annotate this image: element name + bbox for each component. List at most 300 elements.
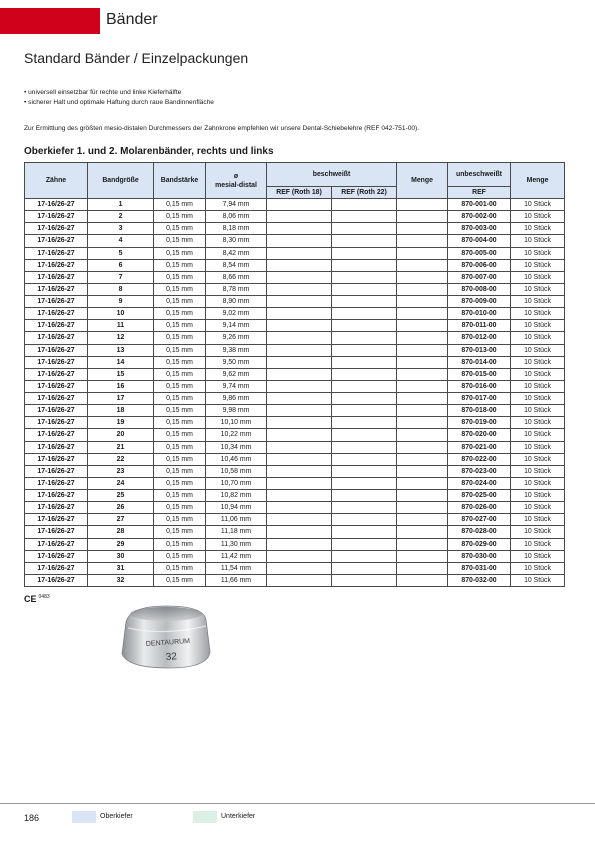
cell-teeth: 17-16/26-27 bbox=[25, 320, 88, 332]
cell-quantity: 10 Stück bbox=[511, 320, 565, 332]
cell-diameter: 9,98 mm bbox=[206, 405, 267, 417]
cell-ref-roth18 bbox=[267, 429, 332, 441]
table-row bbox=[25, 429, 565, 441]
cell-band-size: 16 bbox=[88, 380, 154, 392]
cell-ref: 870-006-00 bbox=[448, 259, 511, 271]
cell-diameter: 9,74 mm bbox=[206, 380, 267, 392]
cell-quantity-welded bbox=[397, 502, 448, 514]
cell-quantity: 10 Stück bbox=[511, 380, 565, 392]
cell-teeth: 17-16/26-27 bbox=[25, 453, 88, 465]
cell-diameter: 8,30 mm bbox=[206, 235, 267, 247]
cell-ref: 870-014-00 bbox=[448, 356, 511, 368]
cell-teeth: 17-16/26-27 bbox=[25, 393, 88, 405]
cell-diameter: 9,02 mm bbox=[206, 308, 267, 320]
cell-diameter: 10,10 mm bbox=[206, 417, 267, 429]
cell-band-size: 13 bbox=[88, 344, 154, 356]
ce-mark bbox=[24, 594, 50, 604]
table-row bbox=[25, 574, 565, 586]
cell-teeth: 17-16/26-27 bbox=[25, 562, 88, 574]
cell-quantity: 10 Stück bbox=[511, 405, 565, 417]
cell-band-size: 21 bbox=[88, 441, 154, 453]
header-welded: beschweißt bbox=[267, 163, 397, 187]
cell-ref-roth18 bbox=[267, 393, 332, 405]
table-row bbox=[25, 259, 565, 271]
cell-ref-roth22 bbox=[332, 223, 397, 235]
chapter-color-bar bbox=[0, 8, 100, 34]
cell-ref-roth18 bbox=[267, 211, 332, 223]
cell-band-size: 7 bbox=[88, 271, 154, 283]
cell-ref-roth22 bbox=[332, 332, 397, 344]
cell-ref: 870-021-00 bbox=[448, 441, 511, 453]
cell-ref-roth18 bbox=[267, 417, 332, 429]
cell-teeth: 17-16/26-27 bbox=[25, 199, 88, 211]
cell-ref-roth18 bbox=[267, 283, 332, 295]
cell-ref-roth18 bbox=[267, 526, 332, 538]
cell-diameter: 7,94 mm bbox=[206, 199, 267, 211]
cell-ref: 870-010-00 bbox=[448, 308, 511, 320]
cell-quantity: 10 Stück bbox=[511, 502, 565, 514]
cell-ref-roth18 bbox=[267, 356, 332, 368]
cell-ref-roth18 bbox=[267, 574, 332, 586]
cell-ref: 870-028-00 bbox=[448, 526, 511, 538]
cell-ref: 870-002-00 bbox=[448, 211, 511, 223]
cell-quantity-welded bbox=[397, 320, 448, 332]
table-row bbox=[25, 344, 565, 356]
cell-quantity: 10 Stück bbox=[511, 259, 565, 271]
table-row bbox=[25, 283, 565, 295]
cell-ref: 870-012-00 bbox=[448, 332, 511, 344]
table-body bbox=[25, 199, 565, 587]
cell-ref-roth22 bbox=[332, 417, 397, 429]
cell-quantity-welded bbox=[397, 477, 448, 489]
cell-ref: 870-009-00 bbox=[448, 296, 511, 308]
table-row bbox=[25, 405, 565, 417]
cell-band-size: 32 bbox=[88, 574, 154, 586]
cell-band-size: 8 bbox=[88, 283, 154, 295]
cell-quantity-welded bbox=[397, 441, 448, 453]
header-band-thickness: Bandstärke bbox=[154, 163, 206, 199]
cell-diameter: 10,34 mm bbox=[206, 441, 267, 453]
cell-ref: 870-013-00 bbox=[448, 344, 511, 356]
cell-ref-roth22 bbox=[332, 199, 397, 211]
cell-ref-roth18 bbox=[267, 502, 332, 514]
cell-band-thickness: 0,15 mm bbox=[154, 296, 206, 308]
cell-teeth: 17-16/26-27 bbox=[25, 441, 88, 453]
cell-diameter: 8,42 mm bbox=[206, 247, 267, 259]
ce-symbol: CE bbox=[24, 594, 37, 604]
header-unwelded: unbeschweißt bbox=[448, 163, 511, 187]
cell-band-thickness: 0,15 mm bbox=[154, 283, 206, 295]
cell-ref-roth22 bbox=[332, 441, 397, 453]
cell-band-size: 29 bbox=[88, 538, 154, 550]
legend-swatch-upper-jaw bbox=[72, 811, 96, 823]
cell-quantity: 10 Stück bbox=[511, 271, 565, 283]
table-row bbox=[25, 526, 565, 538]
cell-ref-roth22 bbox=[332, 477, 397, 489]
cell-band-size: 2 bbox=[88, 211, 154, 223]
cell-diameter: 8,06 mm bbox=[206, 211, 267, 223]
cell-ref-roth18 bbox=[267, 344, 332, 356]
cell-ref-roth22 bbox=[332, 502, 397, 514]
cell-band-thickness: 0,15 mm bbox=[154, 429, 206, 441]
cell-ref: 870-017-00 bbox=[448, 393, 511, 405]
cell-teeth: 17-16/26-27 bbox=[25, 283, 88, 295]
cell-ref-roth22 bbox=[332, 235, 397, 247]
chapter-title: Bänder bbox=[106, 11, 158, 28]
cell-ref-roth22 bbox=[332, 344, 397, 356]
cell-teeth: 17-16/26-27 bbox=[25, 235, 88, 247]
cell-band-size: 15 bbox=[88, 368, 154, 380]
cell-diameter: 10,22 mm bbox=[206, 429, 267, 441]
table-row bbox=[25, 453, 565, 465]
table-row bbox=[25, 417, 565, 429]
cell-teeth: 17-16/26-27 bbox=[25, 332, 88, 344]
cell-quantity: 10 Stück bbox=[511, 235, 565, 247]
table-row bbox=[25, 538, 565, 550]
cell-quantity: 10 Stück bbox=[511, 199, 565, 211]
table-row bbox=[25, 308, 565, 320]
cell-quantity-welded bbox=[397, 453, 448, 465]
page-title: Standard Bänder / Einzelpackungen bbox=[24, 50, 249, 66]
page-number: 186 bbox=[24, 813, 40, 823]
cell-quantity: 10 Stück bbox=[511, 332, 565, 344]
cell-quantity-welded bbox=[397, 405, 448, 417]
cell-band-size: 30 bbox=[88, 550, 154, 562]
table-row bbox=[25, 490, 565, 502]
cell-ref-roth22 bbox=[332, 465, 397, 477]
measurement-note: Zur Ermittlung des größten mesio-distalen Durchmessers der Zahnkrone empfehlen wir unsere Dental-Schiebelehre (REF 042-751-00). bbox=[24, 125, 420, 132]
cell-quantity-welded bbox=[397, 235, 448, 247]
table-row bbox=[25, 380, 565, 392]
cell-teeth: 17-16/26-27 bbox=[25, 247, 88, 259]
header-quantity-welded: Menge bbox=[397, 163, 448, 199]
cell-band-thickness: 0,15 mm bbox=[154, 417, 206, 429]
cell-diameter: 11,54 mm bbox=[206, 562, 267, 574]
cell-band-size: 28 bbox=[88, 526, 154, 538]
cell-ref-roth22 bbox=[332, 259, 397, 271]
table-title: Oberkiefer 1. und 2. Molarenbänder, rechts und links bbox=[24, 146, 274, 157]
table-row bbox=[25, 271, 565, 283]
cell-band-thickness: 0,15 mm bbox=[154, 405, 206, 417]
cell-ref: 870-018-00 bbox=[448, 405, 511, 417]
cell-band-thickness: 0,15 mm bbox=[154, 308, 206, 320]
cell-ref-roth18 bbox=[267, 477, 332, 489]
cell-diameter: 9,86 mm bbox=[206, 393, 267, 405]
cell-quantity-welded bbox=[397, 368, 448, 380]
cell-quantity: 10 Stück bbox=[511, 308, 565, 320]
cell-band-thickness: 0,15 mm bbox=[154, 550, 206, 562]
cell-quantity-welded bbox=[397, 574, 448, 586]
cell-quantity: 10 Stück bbox=[511, 368, 565, 380]
cell-quantity-welded bbox=[397, 271, 448, 283]
cell-diameter: 11,06 mm bbox=[206, 514, 267, 526]
table-row bbox=[25, 235, 565, 247]
cell-teeth: 17-16/26-27 bbox=[25, 465, 88, 477]
footer-divider bbox=[0, 803, 595, 804]
cell-diameter: 9,26 mm bbox=[206, 332, 267, 344]
product-table bbox=[24, 162, 565, 587]
cell-band-thickness: 0,15 mm bbox=[154, 320, 206, 332]
table-row bbox=[25, 393, 565, 405]
cell-band-size: 1 bbox=[88, 199, 154, 211]
cell-teeth: 17-16/26-27 bbox=[25, 296, 88, 308]
cell-band-thickness: 0,15 mm bbox=[154, 477, 206, 489]
cell-teeth: 17-16/26-27 bbox=[25, 344, 88, 356]
cell-teeth: 17-16/26-27 bbox=[25, 490, 88, 502]
cell-ref-roth22 bbox=[332, 429, 397, 441]
cell-teeth: 17-16/26-27 bbox=[25, 368, 88, 380]
cell-quantity-welded bbox=[397, 393, 448, 405]
header-diameter bbox=[206, 163, 267, 199]
cell-quantity-welded bbox=[397, 211, 448, 223]
cell-ref: 870-025-00 bbox=[448, 490, 511, 502]
cell-quantity: 10 Stück bbox=[511, 477, 565, 489]
cell-ref-roth18 bbox=[267, 514, 332, 526]
cell-band-thickness: 0,15 mm bbox=[154, 211, 206, 223]
cell-band-thickness: 0,15 mm bbox=[154, 502, 206, 514]
cell-ref-roth18 bbox=[267, 368, 332, 380]
cell-quantity-welded bbox=[397, 332, 448, 344]
cell-quantity: 10 Stück bbox=[511, 344, 565, 356]
header-ref: REF bbox=[448, 187, 511, 199]
cell-band-thickness: 0,15 mm bbox=[154, 259, 206, 271]
cell-band-thickness: 0,15 mm bbox=[154, 453, 206, 465]
table-row bbox=[25, 441, 565, 453]
table-row bbox=[25, 550, 565, 562]
cell-band-size: 6 bbox=[88, 259, 154, 271]
cell-band-thickness: 0,15 mm bbox=[154, 271, 206, 283]
cell-ref: 870-015-00 bbox=[448, 368, 511, 380]
table-row bbox=[25, 199, 565, 211]
cell-ref-roth18 bbox=[267, 320, 332, 332]
cell-band-size: 20 bbox=[88, 429, 154, 441]
cell-diameter: 8,90 mm bbox=[206, 296, 267, 308]
cell-ref-roth18 bbox=[267, 332, 332, 344]
table-row bbox=[25, 477, 565, 489]
cell-ref: 870-030-00 bbox=[448, 550, 511, 562]
cell-teeth: 17-16/26-27 bbox=[25, 271, 88, 283]
cell-ref-roth18 bbox=[267, 271, 332, 283]
cell-quantity: 10 Stück bbox=[511, 514, 565, 526]
cell-quantity-welded bbox=[397, 429, 448, 441]
cell-ref-roth22 bbox=[332, 247, 397, 259]
table-row bbox=[25, 320, 565, 332]
cell-diameter: 10,58 mm bbox=[206, 465, 267, 477]
legend-label-lower-jaw: Unterkiefer bbox=[221, 813, 256, 820]
cell-ref-roth22 bbox=[332, 308, 397, 320]
cell-band-thickness: 0,15 mm bbox=[154, 393, 206, 405]
cell-quantity-welded bbox=[397, 356, 448, 368]
cell-ref-roth18 bbox=[267, 453, 332, 465]
cell-ref: 870-029-00 bbox=[448, 538, 511, 550]
cell-diameter: 8,54 mm bbox=[206, 259, 267, 271]
table-row bbox=[25, 465, 565, 477]
cell-ref: 870-020-00 bbox=[448, 429, 511, 441]
cell-teeth: 17-16/26-27 bbox=[25, 574, 88, 586]
cell-ref: 870-008-00 bbox=[448, 283, 511, 295]
cell-ref-roth18 bbox=[267, 490, 332, 502]
cell-ref-roth22 bbox=[332, 550, 397, 562]
diameter-label: mesial-distal bbox=[215, 181, 257, 189]
cell-quantity: 10 Stück bbox=[511, 490, 565, 502]
table-row bbox=[25, 562, 565, 574]
cell-quantity-welded bbox=[397, 417, 448, 429]
cell-quantity-welded bbox=[397, 514, 448, 526]
cell-ref-roth22 bbox=[332, 538, 397, 550]
cell-band-size: 4 bbox=[88, 235, 154, 247]
cell-ref: 870-024-00 bbox=[448, 477, 511, 489]
cell-quantity: 10 Stück bbox=[511, 574, 565, 586]
cell-band-size: 14 bbox=[88, 356, 154, 368]
cell-quantity: 10 Stück bbox=[511, 441, 565, 453]
cell-ref-roth18 bbox=[267, 235, 332, 247]
cell-teeth: 17-16/26-27 bbox=[25, 417, 88, 429]
cell-ref-roth18 bbox=[267, 296, 332, 308]
cell-teeth: 17-16/26-27 bbox=[25, 356, 88, 368]
cell-diameter: 10,82 mm bbox=[206, 490, 267, 502]
cell-diameter: 9,62 mm bbox=[206, 368, 267, 380]
cell-diameter: 8,66 mm bbox=[206, 271, 267, 283]
cell-ref: 870-026-00 bbox=[448, 502, 511, 514]
cell-quantity-welded bbox=[397, 199, 448, 211]
cell-band-thickness: 0,15 mm bbox=[154, 344, 206, 356]
cell-quantity: 10 Stück bbox=[511, 550, 565, 562]
cell-band-thickness: 0,15 mm bbox=[154, 235, 206, 247]
cell-band-size: 22 bbox=[88, 453, 154, 465]
cell-ref-roth18 bbox=[267, 223, 332, 235]
cell-quantity: 10 Stück bbox=[511, 356, 565, 368]
cell-quantity-welded bbox=[397, 223, 448, 235]
cell-band-thickness: 0,15 mm bbox=[154, 465, 206, 477]
cell-ref-roth22 bbox=[332, 211, 397, 223]
cell-band-size: 11 bbox=[88, 320, 154, 332]
cell-quantity: 10 Stück bbox=[511, 211, 565, 223]
cell-ref-roth22 bbox=[332, 368, 397, 380]
table-row bbox=[25, 211, 565, 223]
cell-band-thickness: 0,15 mm bbox=[154, 199, 206, 211]
band-brand-engraving: DENTAURUM bbox=[145, 637, 191, 648]
feature-list bbox=[24, 88, 214, 108]
cell-quantity-welded bbox=[397, 283, 448, 295]
cell-quantity-welded bbox=[397, 562, 448, 574]
table-row bbox=[25, 368, 565, 380]
cell-band-size: 27 bbox=[88, 514, 154, 526]
cell-diameter: 11,66 mm bbox=[206, 574, 267, 586]
cell-band-size: 19 bbox=[88, 417, 154, 429]
cell-band-thickness: 0,15 mm bbox=[154, 441, 206, 453]
cell-quantity: 10 Stück bbox=[511, 247, 565, 259]
cell-band-thickness: 0,15 mm bbox=[154, 514, 206, 526]
cell-quantity: 10 Stück bbox=[511, 223, 565, 235]
cell-diameter: 11,30 mm bbox=[206, 538, 267, 550]
cell-ref: 870-027-00 bbox=[448, 514, 511, 526]
molar-band-image bbox=[108, 600, 220, 672]
cell-ref: 870-031-00 bbox=[448, 562, 511, 574]
cell-diameter: 10,70 mm bbox=[206, 477, 267, 489]
cell-ref: 870-004-00 bbox=[448, 235, 511, 247]
cell-teeth: 17-16/26-27 bbox=[25, 405, 88, 417]
cell-band-thickness: 0,15 mm bbox=[154, 356, 206, 368]
cell-band-thickness: 0,15 mm bbox=[154, 223, 206, 235]
cell-diameter: 9,14 mm bbox=[206, 320, 267, 332]
cell-teeth: 17-16/26-27 bbox=[25, 259, 88, 271]
cell-ref: 870-003-00 bbox=[448, 223, 511, 235]
cell-band-thickness: 0,15 mm bbox=[154, 247, 206, 259]
diameter-symbol: ø bbox=[233, 172, 239, 180]
cell-ref-roth18 bbox=[267, 199, 332, 211]
cell-band-size: 9 bbox=[88, 296, 154, 308]
cell-teeth: 17-16/26-27 bbox=[25, 308, 88, 320]
cell-band-size: 5 bbox=[88, 247, 154, 259]
cell-quantity: 10 Stück bbox=[511, 283, 565, 295]
cell-quantity-welded bbox=[397, 308, 448, 320]
cell-ref-roth18 bbox=[267, 308, 332, 320]
cell-ref: 870-001-00 bbox=[448, 199, 511, 211]
cell-diameter: 8,78 mm bbox=[206, 283, 267, 295]
cell-ref-roth18 bbox=[267, 247, 332, 259]
cell-ref-roth18 bbox=[267, 465, 332, 477]
cell-ref-roth22 bbox=[332, 526, 397, 538]
cell-band-size: 10 bbox=[88, 308, 154, 320]
table-row bbox=[25, 247, 565, 259]
cell-quantity-welded bbox=[397, 550, 448, 562]
table-row bbox=[25, 514, 565, 526]
table-row bbox=[25, 502, 565, 514]
table-row bbox=[25, 356, 565, 368]
cell-teeth: 17-16/26-27 bbox=[25, 380, 88, 392]
cell-quantity: 10 Stück bbox=[511, 453, 565, 465]
cell-band-thickness: 0,15 mm bbox=[154, 538, 206, 550]
cell-ref-roth22 bbox=[332, 562, 397, 574]
band-size-engraving: 32 bbox=[165, 651, 178, 663]
cell-band-size: 17 bbox=[88, 393, 154, 405]
cell-teeth: 17-16/26-27 bbox=[25, 514, 88, 526]
cell-ref-roth22 bbox=[332, 490, 397, 502]
cell-teeth: 17-16/26-27 bbox=[25, 526, 88, 538]
cell-ref-roth22 bbox=[332, 283, 397, 295]
cell-diameter: 9,38 mm bbox=[206, 344, 267, 356]
cell-ref-roth22 bbox=[332, 453, 397, 465]
cell-quantity: 10 Stück bbox=[511, 429, 565, 441]
cell-ref-roth18 bbox=[267, 259, 332, 271]
legend-label-upper-jaw: Oberkiefer bbox=[100, 813, 133, 820]
cell-ref-roth22 bbox=[332, 356, 397, 368]
cell-diameter: 9,50 mm bbox=[206, 356, 267, 368]
cell-teeth: 17-16/26-27 bbox=[25, 223, 88, 235]
cell-quantity: 10 Stück bbox=[511, 417, 565, 429]
cell-ref-roth22 bbox=[332, 296, 397, 308]
cell-teeth: 17-16/26-27 bbox=[25, 550, 88, 562]
cell-band-thickness: 0,15 mm bbox=[154, 574, 206, 586]
cell-ref: 870-022-00 bbox=[448, 453, 511, 465]
cell-ref: 870-011-00 bbox=[448, 320, 511, 332]
header-ref-roth18: REF (Roth 18) bbox=[267, 187, 332, 199]
cell-band-thickness: 0,15 mm bbox=[154, 490, 206, 502]
header-band-size: Bandgröße bbox=[88, 163, 154, 199]
cell-ref: 870-019-00 bbox=[448, 417, 511, 429]
cell-teeth: 17-16/26-27 bbox=[25, 211, 88, 223]
feature-item: • sicherer Halt und optimale Haftung durch raue Bandinnenfläche bbox=[24, 98, 214, 108]
cell-ref-roth22 bbox=[332, 405, 397, 417]
cell-ref-roth22 bbox=[332, 574, 397, 586]
cell-ref: 870-005-00 bbox=[448, 247, 511, 259]
header-quantity-unwelded: Menge bbox=[511, 163, 565, 199]
cell-quantity-welded bbox=[397, 538, 448, 550]
cell-teeth: 17-16/26-27 bbox=[25, 502, 88, 514]
cell-band-thickness: 0,15 mm bbox=[154, 562, 206, 574]
cell-ref-roth22 bbox=[332, 380, 397, 392]
legend-swatch-lower-jaw bbox=[193, 811, 217, 823]
